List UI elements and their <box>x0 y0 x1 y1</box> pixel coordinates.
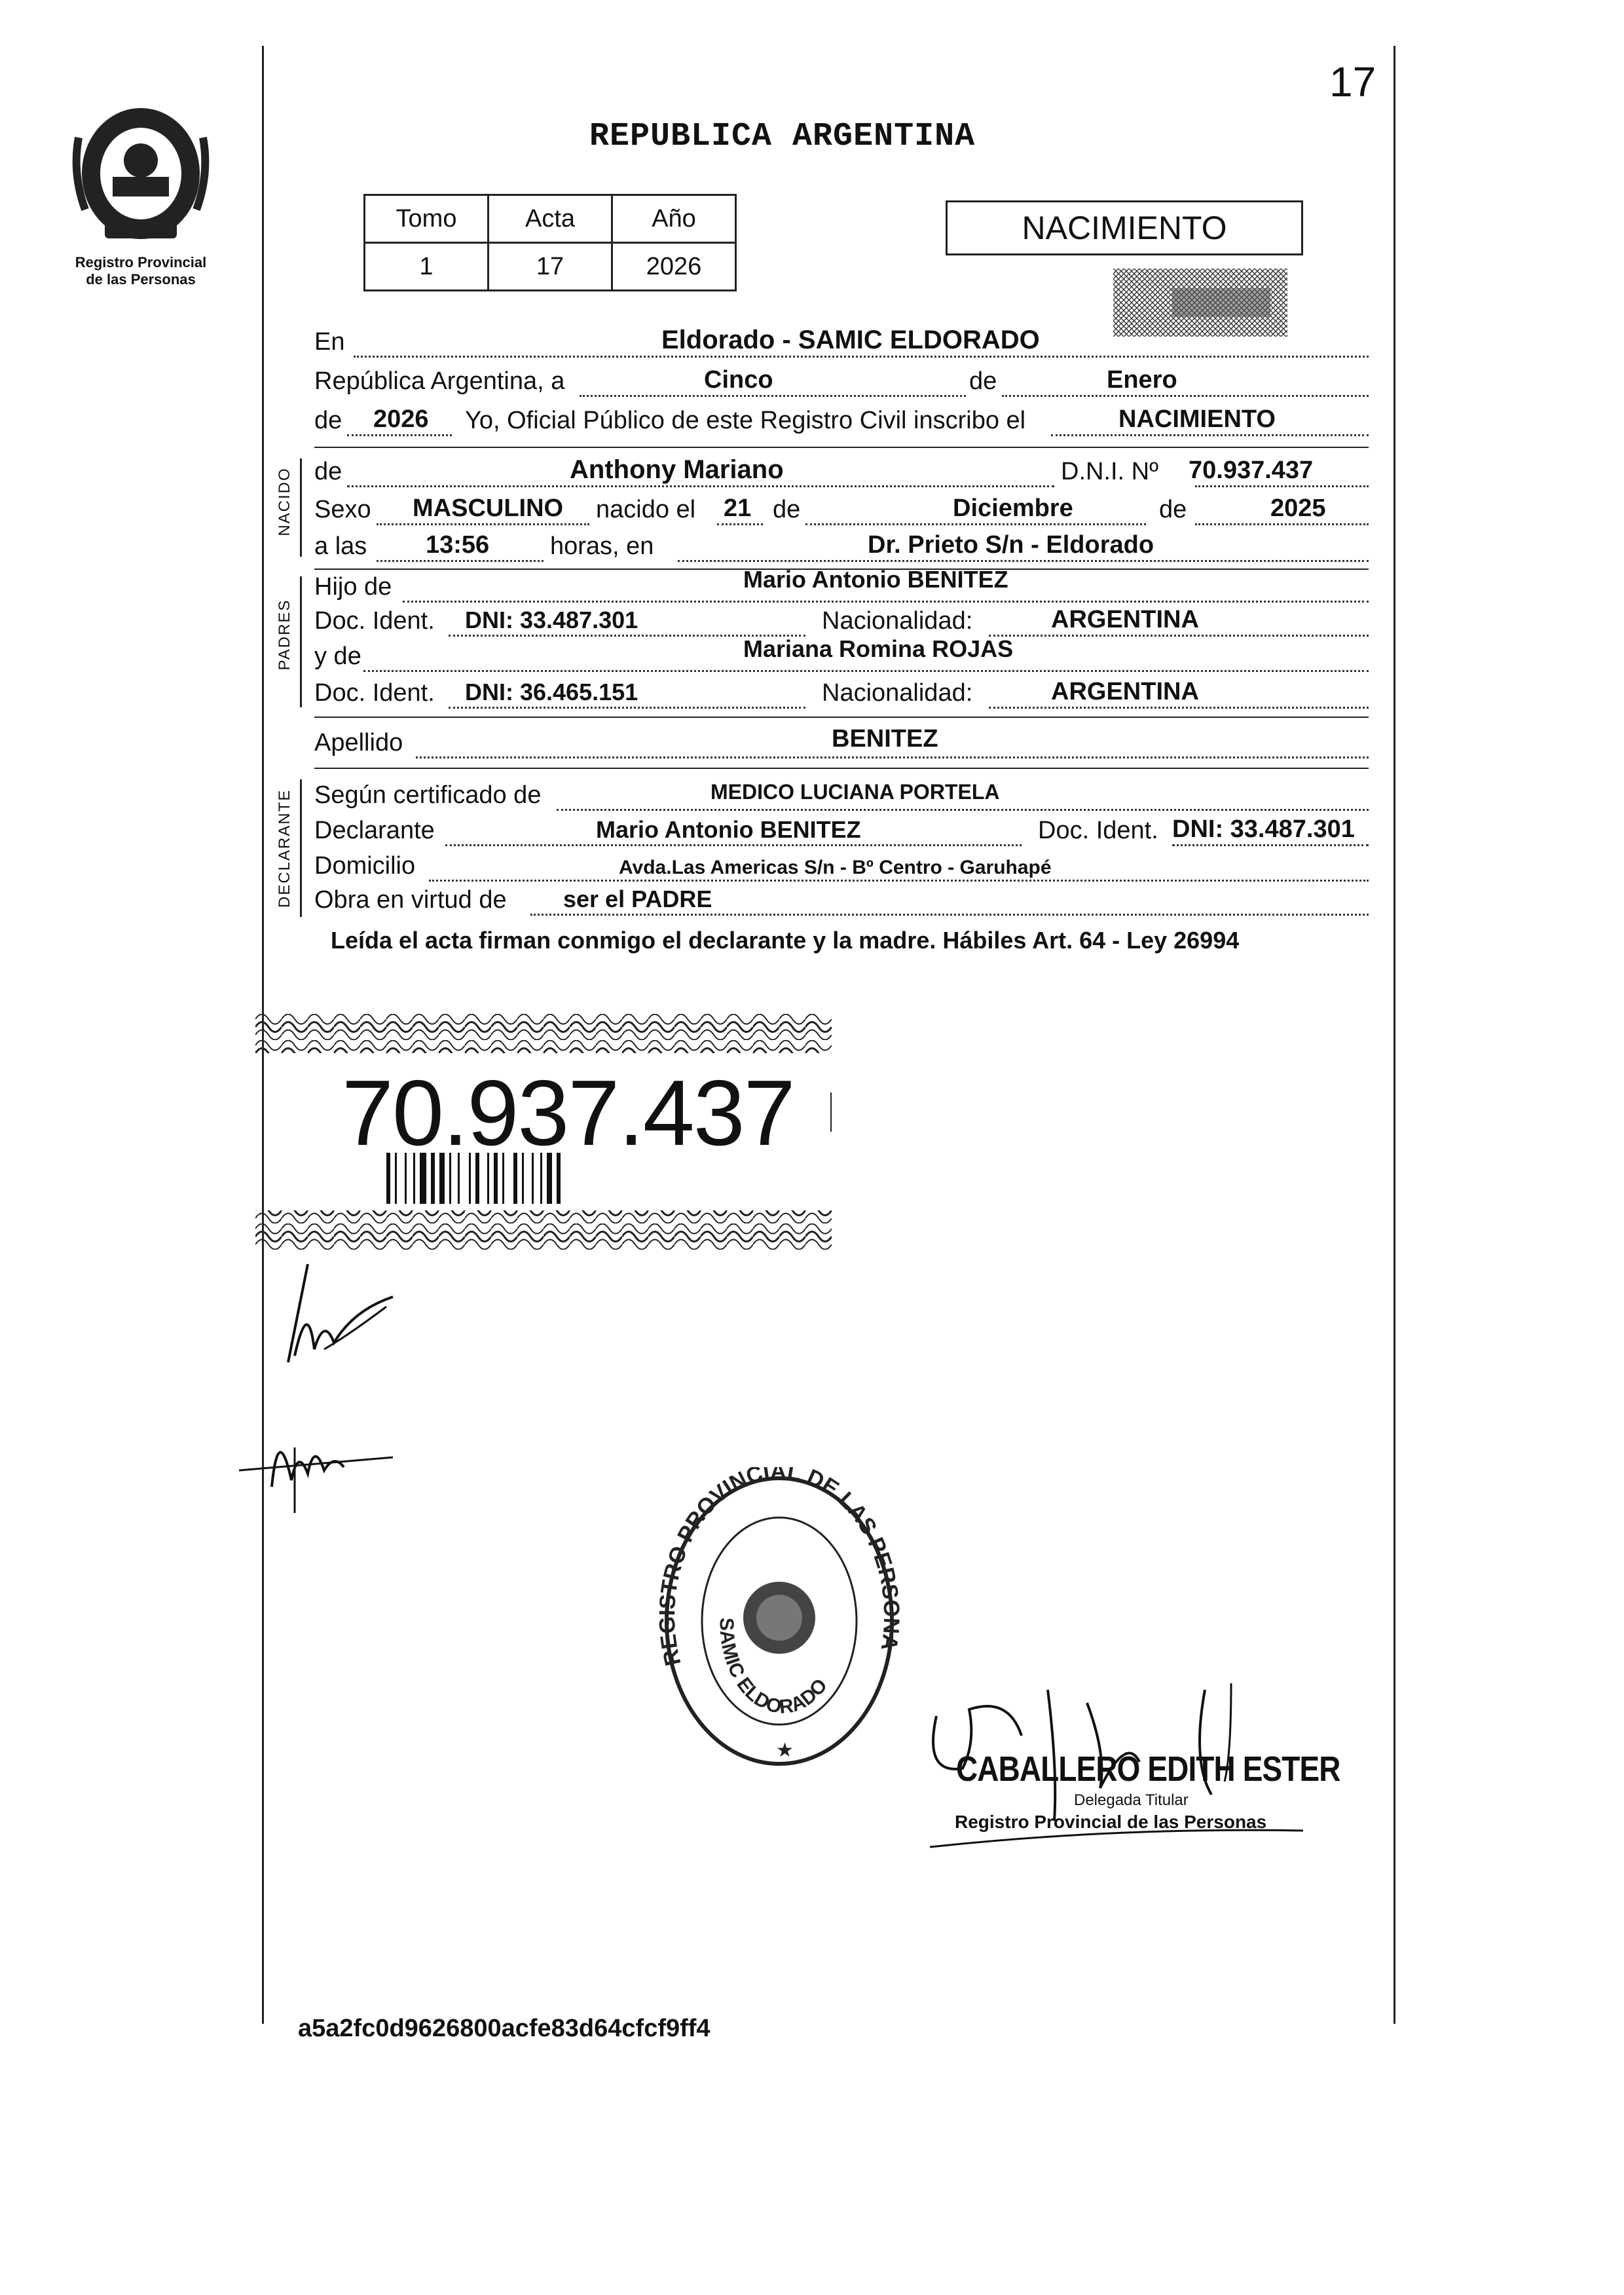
mother-name-value: Mariana Romina ROJAS <box>743 635 1014 662</box>
row-certificate <box>314 779 1369 813</box>
mother-nationality-label: Nacionalidad: <box>822 679 973 707</box>
y-de-label: y de <box>314 643 361 670</box>
dotted-line <box>989 707 1369 709</box>
birth-day-value: 21 <box>724 494 752 522</box>
dni-large-number: 70.937.437 <box>342 1061 794 1165</box>
dotted-line <box>363 670 1369 672</box>
separator <box>314 717 1369 718</box>
dotted-line <box>1195 485 1369 487</box>
dotted-line <box>445 844 1022 846</box>
time-value: 13:56 <box>426 531 490 559</box>
child-name-value: Anthony Mariano <box>570 455 784 484</box>
month-value: Enero <box>1107 366 1177 394</box>
officer-stamp-name: CABALLERO EDITH ESTER <box>956 1749 1340 1789</box>
dotted-line <box>347 485 1054 487</box>
certificado-label: Según certificado de <box>314 781 542 809</box>
separator <box>314 768 1369 769</box>
row-declarant <box>314 815 1369 849</box>
row-surname <box>314 727 1369 761</box>
header-tomo: Tomo <box>365 195 489 243</box>
dotted-line <box>403 601 1369 603</box>
dotted-line <box>429 880 1369 882</box>
birth-year-value: 2025 <box>1270 494 1326 522</box>
child-dni-value: 70.937.437 <box>1189 457 1314 484</box>
father-nationality-value: ARGENTINA <box>1051 606 1199 633</box>
header-acta: Acta <box>489 195 612 243</box>
header-ano: Año <box>612 195 736 243</box>
mother-signature <box>232 1408 403 1520</box>
row-mother-doc <box>314 677 1369 711</box>
logo-caption-line1: Registro Provincial <box>75 254 207 271</box>
apellido-label: Apellido <box>314 729 403 756</box>
certificate-value: MEDICO LUCIANA PORTELA <box>710 780 1000 804</box>
dotted-line <box>805 523 1146 525</box>
declarante-bracket <box>300 779 302 917</box>
year-value: 2026 <box>373 405 429 433</box>
dotted-line <box>377 523 589 525</box>
dotted-line <box>580 395 966 397</box>
right-margin-line <box>1393 46 1395 2024</box>
separator <box>314 447 1369 448</box>
republica-label: República Argentina, a <box>314 367 565 395</box>
value-tomo: 1 <box>365 243 489 291</box>
svg-text:★: ★ <box>776 1740 794 1761</box>
domicilio-label: Domicilio <box>314 852 416 880</box>
declarant-signature <box>262 1258 413 1408</box>
row-address <box>314 850 1369 884</box>
logo-caption <box>62 254 219 288</box>
declarante-label: Declarante <box>314 817 435 844</box>
inscribo-text: Yo, Oficial Público de este Registro Civil inscribo el <box>465 407 1026 434</box>
address-value: Avda.Las Americas S/n - Bº Centro - Garuhapé <box>619 857 1052 878</box>
row-name <box>314 456 1369 490</box>
dotted-line <box>416 756 1369 758</box>
dotted-line <box>449 707 805 709</box>
birth-month-value: Diciembre <box>953 494 1073 522</box>
obra-label: Obra en virtud de <box>314 886 507 914</box>
dotted-line <box>1051 434 1369 436</box>
hijo-de-label: Hijo de <box>314 573 392 601</box>
registry-table <box>363 194 737 291</box>
declarant-doc-label: Doc. Ident. <box>1038 817 1158 844</box>
father-doc-value: DNI: 33.487.301 <box>465 606 638 633</box>
padres-section-label: PADRES <box>276 599 293 671</box>
registry-seal <box>655 1467 904 1775</box>
father-doc-label: Doc. Ident. <box>314 607 435 635</box>
row-mother <box>314 635 1369 675</box>
dotted-line <box>678 560 1369 562</box>
declarant-name-value: Mario Antonio BENITEZ <box>596 816 861 843</box>
birth-place-value: Dr. Prieto S/n - Eldorado <box>868 531 1154 559</box>
row-time-place <box>314 531 1369 565</box>
mother-doc-label: Doc. Ident. <box>314 679 435 707</box>
de-year-label: de <box>314 407 342 434</box>
seal-outer-text: REGISTRO PROVINCIAL DE LAS PERSONA <box>655 1467 904 1668</box>
place-value: Eldorado - SAMIC ELDORADO <box>661 326 1040 354</box>
obra-value: ser el PADRE <box>563 886 712 912</box>
row-father <box>314 566 1369 605</box>
closing-note: Leída el acta firman conmigo el declarante y la madre. Hábiles Art. 64 - Ley 26994 <box>331 927 1240 954</box>
document-hash: a5a2fc0d9626800acfe83d64cfcf9ff4 <box>298 2015 710 2042</box>
father-nationality-label: Nacionalidad: <box>822 607 973 635</box>
de-label: de <box>969 367 997 395</box>
dotted-line <box>354 356 1369 358</box>
logo-caption-line2: de las Personas <box>86 271 196 288</box>
mother-doc-value: DNI: 36.465.151 <box>465 679 638 705</box>
registry-table-header-row <box>365 195 736 243</box>
row-place <box>314 326 1369 360</box>
document-type-box: NACIMIENTO <box>946 200 1303 255</box>
country-heading: REPUBLICA ARGENTINA <box>589 118 976 155</box>
en-label: En <box>314 328 345 356</box>
declarante-section-label: DECLARANTE <box>276 789 293 908</box>
nacido-bracket <box>300 458 302 557</box>
dotted-line <box>1002 395 1369 397</box>
seal-inner-text: SAMIC ELDORADO <box>715 1617 832 1719</box>
day-value: Cinco <box>704 366 773 394</box>
dotted-line <box>1195 523 1369 525</box>
nacido-section-label: NACIDO <box>276 467 293 536</box>
row-year <box>314 405 1369 439</box>
dotted-line <box>717 523 763 525</box>
padres-bracket <box>300 576 302 707</box>
horas-en-label: horas, en <box>550 532 654 560</box>
de-name-label: de <box>314 458 342 485</box>
dni-label: D.N.I. Nº <box>1061 458 1158 485</box>
sex-value: MASCULINO <box>413 494 564 522</box>
row-father-doc <box>314 605 1369 639</box>
dotted-line <box>530 914 1369 916</box>
dotted-line <box>989 635 1369 637</box>
registry-table-value-row <box>365 243 736 291</box>
de-label-1: de <box>773 496 801 523</box>
act-type-value: NACIMIENTO <box>1118 405 1276 433</box>
row-obra <box>314 884 1369 918</box>
officer-stamp-office: Registro Provincial de las Personas <box>955 1812 1267 1832</box>
dotted-line <box>377 560 544 562</box>
dotted-line <box>557 809 1369 811</box>
row-date <box>314 365 1369 400</box>
dotted-line <box>1172 844 1369 846</box>
de-label-2: de <box>1159 496 1187 523</box>
value-acta: 17 <box>489 243 612 291</box>
a-las-label: a las <box>314 532 367 560</box>
row-sex <box>314 494 1369 528</box>
father-name-value: Mario Antonio BENITEZ <box>743 566 1008 593</box>
declarant-doc-value: DNI: 33.487.301 <box>1172 815 1355 843</box>
dotted-line <box>347 434 452 436</box>
sexo-label: Sexo <box>314 496 371 523</box>
mother-nationality-value: ARGENTINA <box>1051 678 1199 705</box>
surname-value: BENITEZ <box>832 725 938 753</box>
nacido-el-label: nacido el <box>596 496 696 523</box>
officer-stamp-title: Delegada Titular <box>1074 1791 1189 1809</box>
value-ano: 2026 <box>612 243 736 291</box>
page-number: 17 <box>1329 58 1376 105</box>
